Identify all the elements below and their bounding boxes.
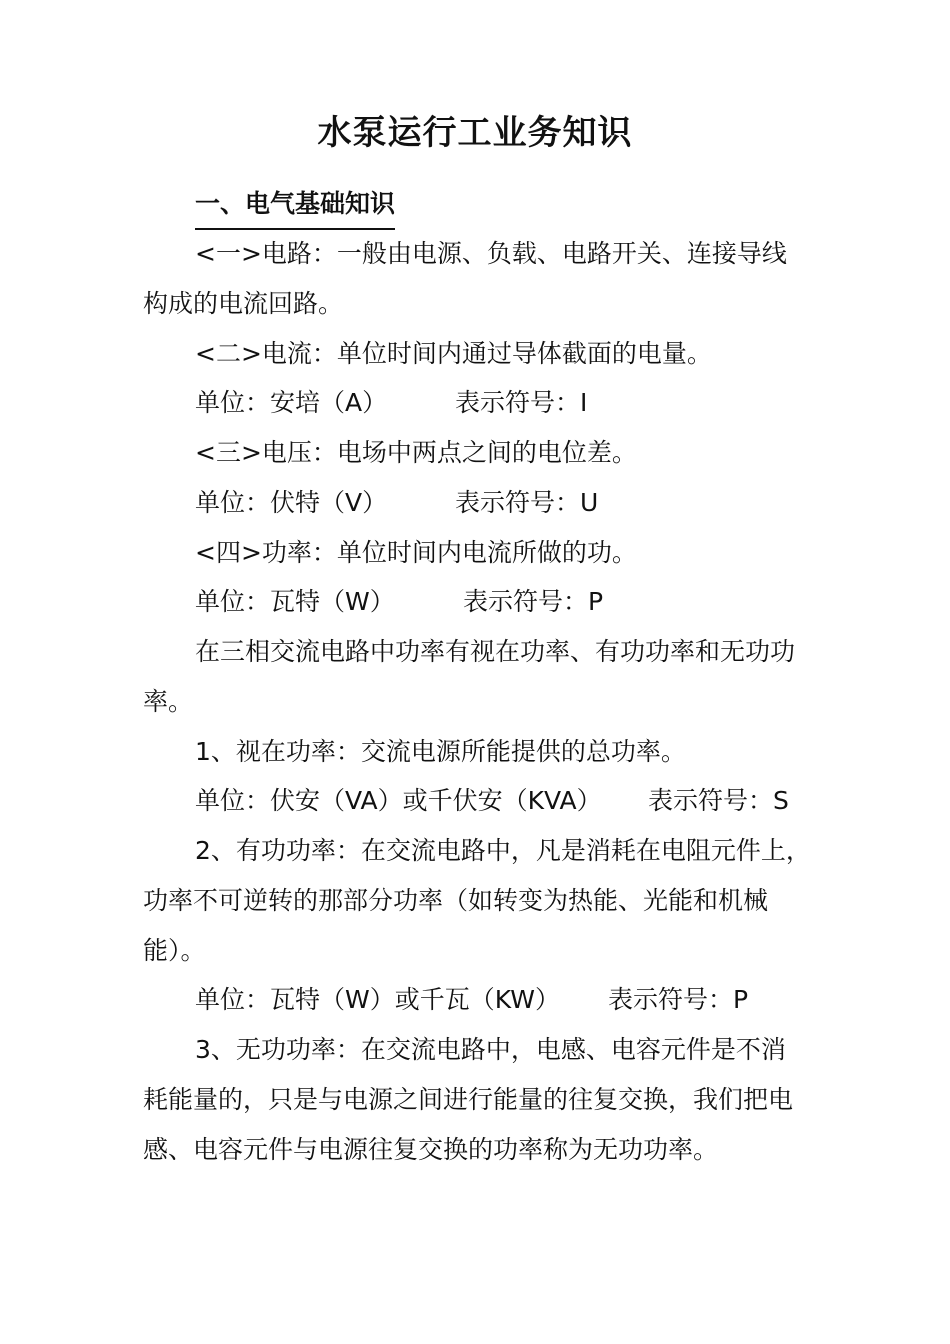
paragraph-line: 能）。	[143, 936, 206, 965]
symbol-line: 表示符号：S	[648, 786, 789, 815]
unit-line: 单位：瓦特（W）	[195, 587, 395, 616]
paragraph-line: 2、有功功率：在交流电路中，凡是消耗在电阻元件上，	[195, 836, 811, 865]
unit-line: 单位：瓦特（W）或千瓦（KW）	[195, 985, 560, 1014]
paragraph-line: 率。	[143, 687, 194, 716]
symbol-line: 表示符号：P	[463, 587, 604, 616]
paragraph-line: <三>电压：电场中两点之间的电位差。	[195, 438, 637, 467]
paragraph-line: 1、视在功率：交流电源所能提供的总功率。	[195, 737, 686, 766]
paragraph-line: 功率不可逆转的那部分功率（如转变为热能、光能和机械	[143, 886, 769, 915]
section-heading: 一、电气基础知识	[195, 186, 395, 230]
paragraph-line: <一>电路：一般由电源、负载、电路开关、连接导线	[195, 239, 787, 268]
paragraph-line: 构成的电流回路。	[143, 289, 344, 318]
paragraph-line: <四>功率：单位时间内电流所做的功。	[195, 538, 637, 567]
unit-line: 单位：伏特（V）	[195, 488, 388, 517]
paragraph-line: 感、电容元件与电源往复交换的功率称为无功功率。	[143, 1135, 719, 1164]
paragraph-line: 3、无功功率：在交流电路中，电感、电容元件是不消	[195, 1035, 786, 1064]
paragraph-line: 耗能量的，只是与电源之间进行能量的往复交换，我们把电	[143, 1085, 794, 1114]
document-title: 水泵运行工业务知识	[317, 113, 633, 153]
symbol-line: 表示符号：U	[455, 488, 599, 517]
paragraph-line: <二>电流：单位时间内通过导体截面的电量。	[195, 339, 712, 368]
symbol-line: 表示符号：P	[608, 985, 749, 1014]
unit-line: 单位：伏安（VA）或千伏安（KVA）	[195, 786, 602, 815]
paragraph-line: 在三相交流电路中功率有视在功率、有功功率和无功功	[195, 637, 796, 666]
symbol-line: 表示符号：I	[455, 388, 588, 417]
unit-line: 单位：安培（A）	[195, 388, 388, 417]
